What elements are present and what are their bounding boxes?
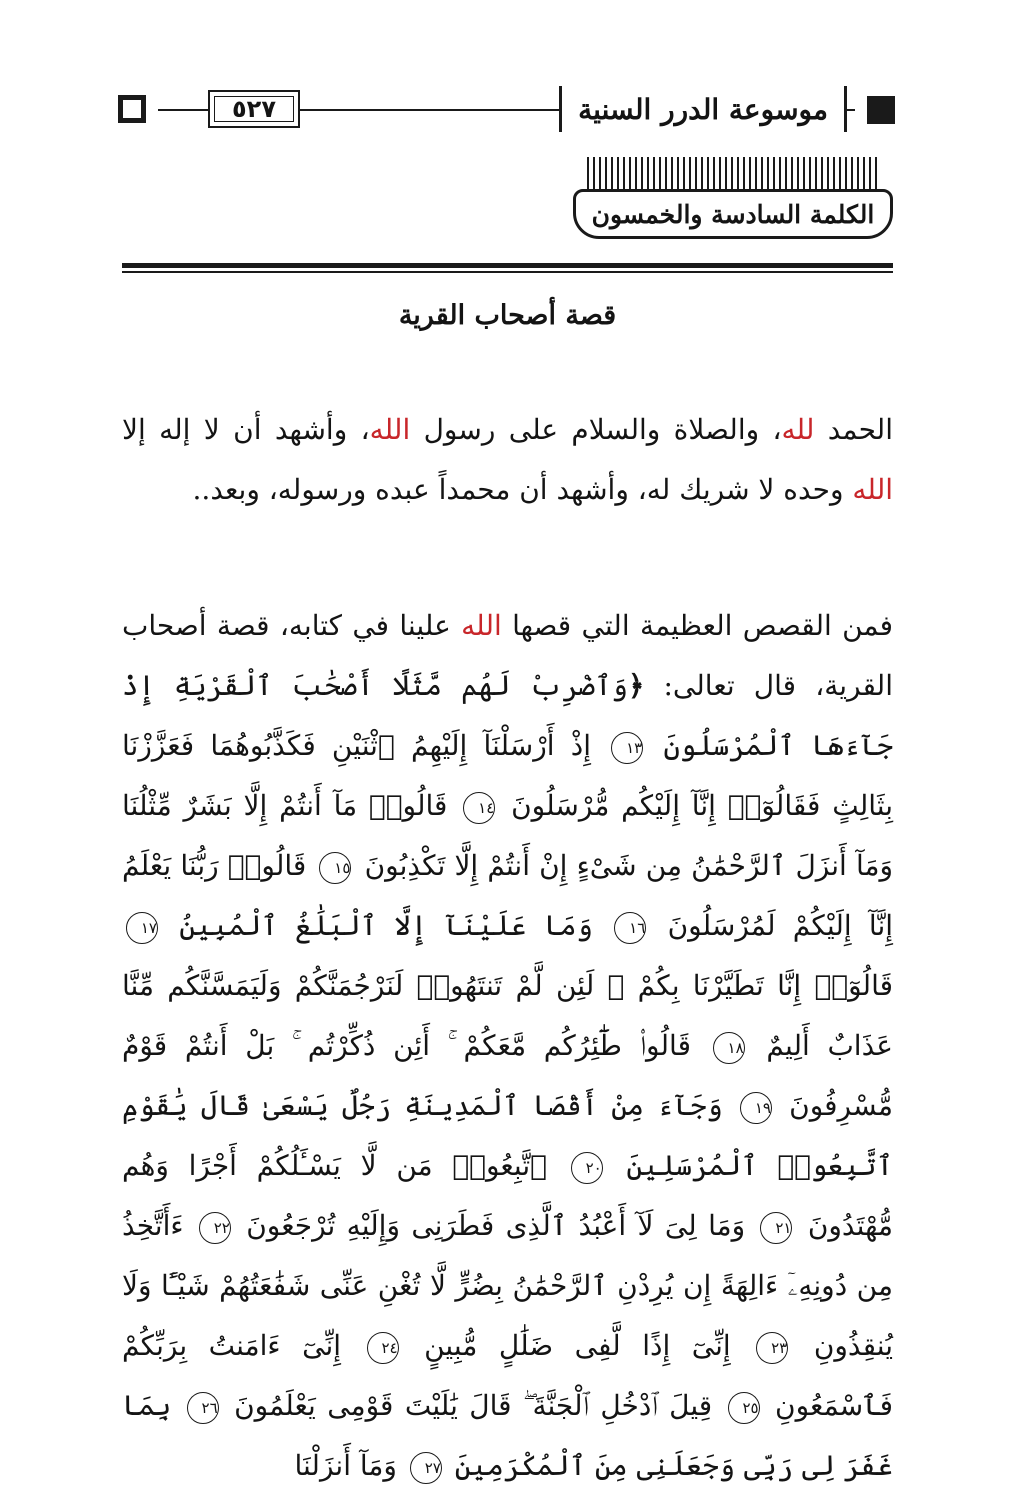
- verse-number: ١٧: [126, 912, 158, 944]
- verse-number: ١٤: [463, 792, 495, 824]
- verse-number: ١٥: [319, 852, 351, 884]
- intro-text: وحده لا شريك له، وأشهد أن محمداً عبده ورسوله، وبعد..: [192, 473, 853, 506]
- verse-text: إِنِّىٓ ءَامَنتُ بِرَبِّكُمْ فَٱسْمَعُونِ: [122, 1329, 894, 1422]
- divine-name: الله: [369, 413, 411, 446]
- verse-number: ١٣: [611, 732, 643, 764]
- verse-number: ٢٢: [199, 1212, 231, 1244]
- divine-name: الله: [852, 473, 893, 506]
- section-rule-thick: [122, 263, 893, 268]
- chapter-label: [573, 189, 893, 239]
- story-title: قصة أصحاب القرية: [398, 300, 617, 331]
- verse-text: وَمَا لِىَ لَآ أَعْبُدُ ٱلَّذِى فَطَرَنِى وَإِلَيْهِ تُرْجَعُونَ: [246, 1209, 746, 1242]
- body-text: علينا في كتابه، قصة أصحاب القرية، قال تعالى:: [122, 609, 893, 702]
- intro-text: الحمد: [814, 413, 893, 446]
- page-header: [118, 86, 895, 134]
- chapter-heading-box: [573, 157, 893, 245]
- verse-number: ١٨: [713, 1032, 745, 1064]
- verse-number: ١٦: [614, 912, 646, 944]
- verse-number: ٢٤: [367, 1332, 399, 1364]
- verse-text: إِنِّىٓ إِذًا لَّفِى ضَلَٰلٍ مُّبِينٍ: [424, 1329, 731, 1362]
- header-ornament-right: [867, 96, 895, 124]
- divine-name: لله: [781, 413, 815, 446]
- verse-number: ٢١: [760, 1212, 792, 1244]
- body-text: فمن القصص العظيمة التي قصها: [501, 609, 893, 642]
- verse-text: وَمَآ أَنزَلْنَا: [294, 1449, 397, 1482]
- page-number-frame: [208, 90, 300, 128]
- intro-text: ، والصلاة والسلام على رسول: [410, 413, 782, 446]
- verse-number: ٢٧: [410, 1452, 442, 1484]
- chapter-ornament-stripes: [587, 157, 879, 189]
- section-rule-thin: [122, 271, 893, 273]
- verse-text: وَمَا عَلَيْنَآ إِلَّا ٱلْبَلَٰغُ ٱلْمُبِينُ: [179, 909, 593, 942]
- verse-number: ٢٦: [187, 1392, 219, 1424]
- quran-open-bracket: ﴿: [627, 669, 645, 702]
- verse-text: قَالُوا۟ رَبُّنَا يَعْلَمُ إِنَّآ إِلَيْكُمْ لَمُرْسَلُونَ: [122, 849, 894, 942]
- series-title: موسوعة الدرر السنية: [578, 92, 828, 126]
- verse-text: بِمَا غَفَرَ لِى رَبِّى وَجَعَلَنِى مِنَ ٱلْمُكْرَمِينَ: [122, 1389, 893, 1482]
- verse-number: ٢٥: [728, 1392, 760, 1424]
- verse-number: ٢٠: [571, 1152, 603, 1184]
- intro-text: ، وأشهد أن لا إله إلا: [122, 413, 370, 446]
- verse-number: ١٩: [740, 1092, 772, 1124]
- divine-name: الله: [461, 609, 502, 642]
- verse-number: ٢٣: [756, 1332, 788, 1364]
- verse-text: إِذْ أَرْسَلْنَآ إِلَيْهِمُ ٱثْنَيْنِ فَكَذَّبُوهُمَا فَعَزَّزْنَا بِثَالِثٍ فَقَالُوٓا۟ إِنَّآ إِلَيْكُم مُّرْسَلُونَ: [122, 729, 894, 822]
- verse-text: وَٱضْرِبْ لَهُم مَّثَلًا أَصْحَٰبَ ٱلْقَرْيَةِ إِذْ جَآءَهَا ٱلْمُرْسَلُونَ: [122, 669, 893, 762]
- body-paragraph: [122, 596, 893, 1496]
- verse-text: وَجَآءَ مِنْ أَقْصَا ٱلْمَدِينَةِ رَجُلٌ يَسْعَىٰ قَالَ يَٰقَوْمِ ٱتَّبِعُوا۟ ٱلْمُرْسَلِينَ: [122, 1089, 893, 1182]
- chapter-title: الكلمة السادسة والخمسون: [591, 199, 875, 229]
- page-number: ٥٢٧: [232, 95, 276, 123]
- intro-paragraph: [122, 400, 893, 520]
- verse-text: قِيلَ ٱدْخُلِ ٱلْجَنَّةَ ۖ قَالَ يَٰلَيْتَ قَوْمِى يَعْلَمُونَ: [234, 1389, 713, 1422]
- verse-text: ءَأَتَّخِذُ مِن دُونِهِۦٓ ءَالِهَةً إِن يُرِدْنِ ٱلرَّحْمَٰنُ بِضُرٍّ لَّا تُغْنِ عَنِّى شَفَٰعَتُهُمْ شَيْـًٔا وَلَا يُنقِذُونِ: [122, 1209, 893, 1362]
- verse-text: قَالُوٓا۟ إِنَّا تَطَيَّرْنَا بِكُمْ ۖ لَئِن لَّمْ تَنتَهُوا۟ لَنَرْجُمَنَّكُمْ وَلَيَمَسَّنَّكُم مِّنَّا عَذَابٌ أَلِيمٌ: [122, 969, 893, 1062]
- verse-text: قَالُوا۟ طَٰٓئِرُكُم مَّعَكُمْ ۚ أَئِن ذُكِّرْتُم ۚ بَلْ أَنتُمْ قَوْمٌ مُّسْرِفُونَ: [122, 1029, 893, 1122]
- header-ornament-left: [118, 95, 146, 123]
- verse-text: قَالُوا۟ مَآ أَنتُمْ إِلَّا بَشَرٌ مِّثْلُنَا وَمَآ أَنزَلَ ٱلرَّحْمَٰنُ مِن شَىْءٍ إِنْ أَنتُمْ إِلَّا تَكْذِبُونَ: [122, 789, 893, 882]
- verse-text: ٱتَّبِعُوا۟ مَن لَّا يَسْـَٔلُكُمْ أَجْرًا وَهُم مُّهْتَدُونَ: [122, 1149, 893, 1242]
- series-title-box: [559, 86, 847, 132]
